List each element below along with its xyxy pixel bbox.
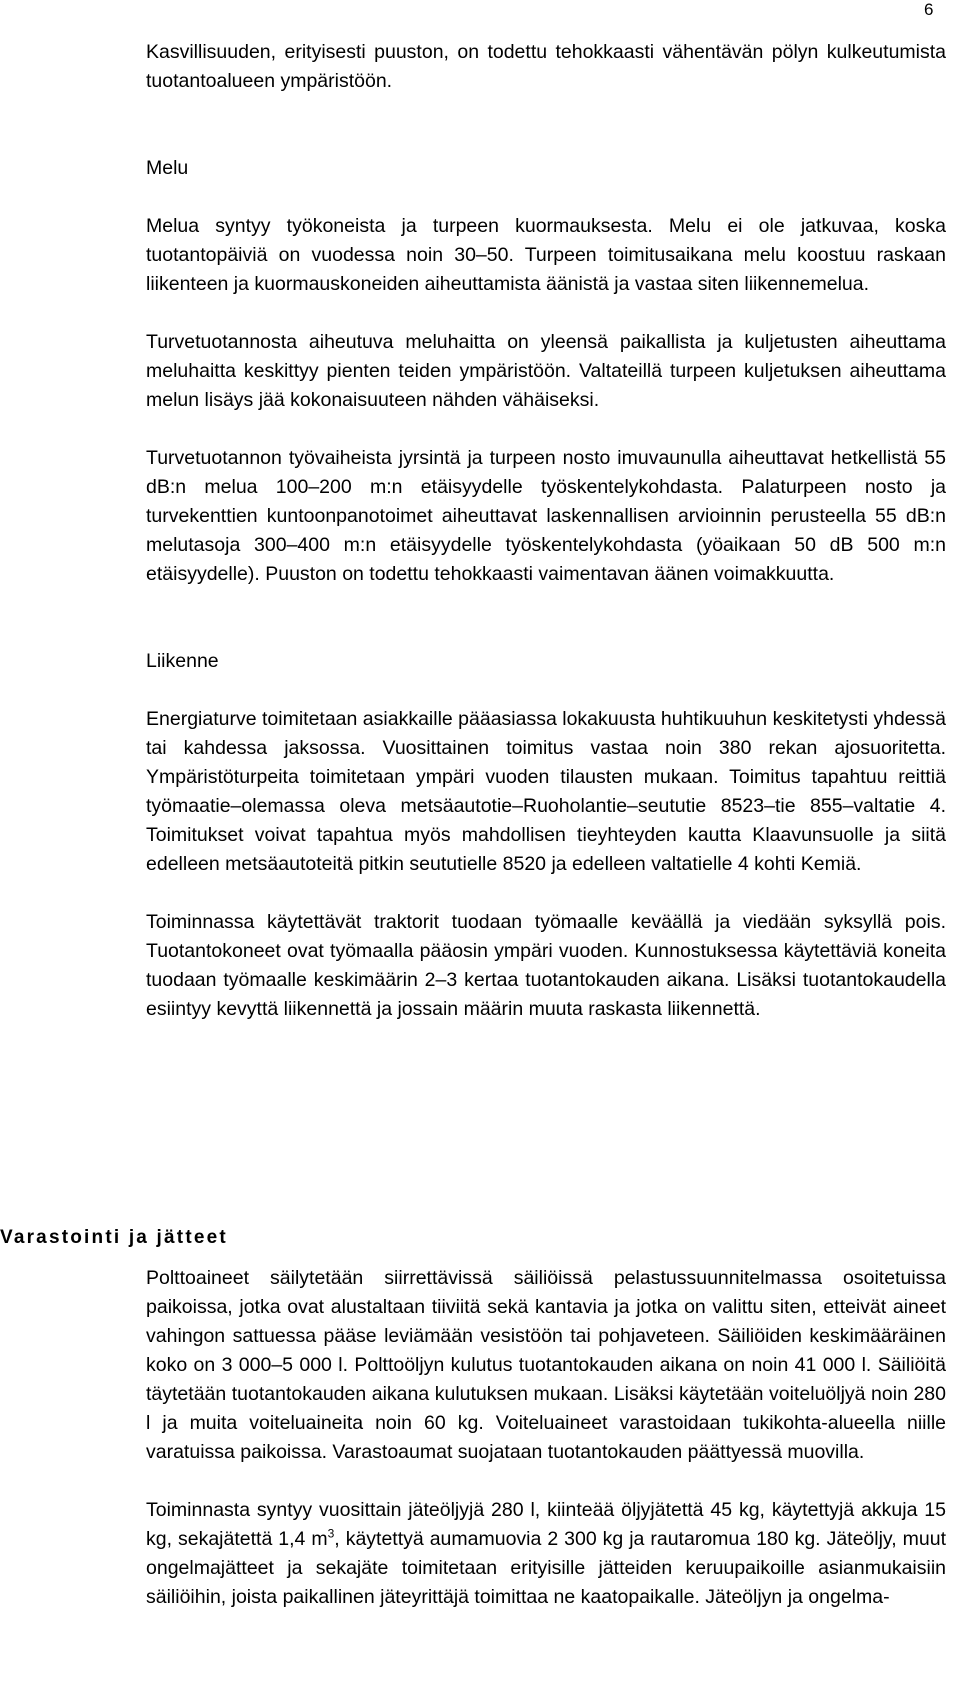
waste-text-end: , käytettyä aumamuovia 2 300 kg ja rautaromua 180 kg. Jäteöljy, muut ongelmajätteet ja sekajäte toimitetaan erityisille jätteiden keruupaikoille asianmukaisiin säiliöihin, joista paikallinen jäteyrittäjä toimittaa ne kaatopaikalle. Jäteöljyn ja ongelma- <box>146 1528 946 1608</box>
paragraph-noise-traffic: Turvetuotannosta aiheutuva meluhaitta on yleensä paikallista ja kuljetusten aiheuttama meluhaitta keskittyy pienten teiden ympäristöön. Valtateillä turpeen kuljetuksen aiheuttama melun lisäys jää kokonaisuuteen nähden vähäiseksi. <box>146 331 946 411</box>
subheading-melu: Melu <box>146 157 189 179</box>
paragraph-noise-source: Melua syntyy työkoneista ja turpeen kuormauksesta. Melu ei ole jatkuvaa, koska tuotantopäiviä on vuodessa noin 30–50. Turpeen toimitusaikana melu koostuu raskaan liikenteen ja kuormauskoneiden aiheuttamista äänistä ja vastaa siten liikennemelua. <box>146 215 946 295</box>
paragraph-storage: Polttoaineet säilytetään siirrettävissä säiliöissä pelastussuunnitelmassa osoitetuissa paikoissa, jotka ovat alustaltaan tiiviitä sekä kantavia ja jotka on valittu siten, etteivät aineet vahingon sattuessa pääse leviämään vesistöön tai pohjaveteen. Säiliöiden keskimääräinen koko on 3 000–5 000 l. Polttoöljyn kulutus tuotantokauden aikana on noin 41 000 l. Säiliöitä täytetään tuotantokauden aikana kulutuksen mukaan. Lisäksi käytetään voiteluöljyä noin 280 l ja muita voiteluaineita noin 60 kg. Voiteluaineet varastoidaan tukikohta-alueella niille varatuissa paikoissa. Varastoaumat suojataan tuotantokauden päättyessä muovilla. <box>146 1267 946 1463</box>
subheading-liikenne: Liikenne <box>146 650 219 672</box>
text-block-storage <box>146 1264 946 1612</box>
paragraph-waste <box>146 1496 946 1612</box>
paragraph-dust: Kasvillisuuden, erityisesti puuston, on todettu tehokkaasti vähentävän pölyn kulkeutumista tuotantoalueen ympäristöön. <box>146 41 946 92</box>
section-heading: Varastointi ja jätteet <box>0 1227 228 1248</box>
paragraph-traffic-delivery: Energiaturve toimitetaan asiakkaille pääasiassa lokakuusta huhtikuuhun keskitetysti yhdessä tai kahdessa jaksossa. Vuosittainen toimitus vastaa noin 380 rekan ajosuoritetta. Ympäristöturpeita toimitetaan ympäri vuoden tilausten mukaan. Toimitus tapahtuu reittiä työmaatie–olemassa oleva metsäautotie–Ruoholantie–seututie 8523–tie 855–valtatie 4. Toimitukset voivat tapahtua myös mahdollisen tieyhteyden kautta Klaavunsuolle ja siitä edelleen metsäautoteitä pitkin seututielle 8520 ja edelleen valtatielle 4 kohti Kemiä. <box>146 708 946 875</box>
waste-text-start: Toiminnasta syntyy vuosittain jäteöljyjä 280 l, kiinteää öljyjätettä 45 kg, käytettyjä akkuja 15 kg, sekajätettä 1,4 m <box>146 1499 946 1550</box>
text-block-top <box>146 38 946 1024</box>
paragraph-noise-levels: Turvetuotannon työvaiheista jyrsintä ja turpeen nosto imuvaunulla aiheuttavat hetkellistä 55 dB:n melua 100–200 m:n etäisyydelle työskentelykohdasta. Palaturpeen nosto ja turvekenttien kuntoonpanotoimet aiheuttavat laskennallisen arvioinnin perusteella 55 dB:n melutasoja 300–400 m:n etäisyydelle työskentelykohdasta (yöaikaan 50 dB 500 m:n etäisyydelle). Puuston on todettu tehokkaasti vaimentavan äänen voimakkuutta. <box>146 447 946 585</box>
page-number: 6 <box>924 0 934 19</box>
paragraph-traffic-machines: Toiminnassa käytettävät traktorit tuodaan työmaalle keväällä ja viedään syksyllä pois. Tuotantokoneet ovat työmaalla pääosin ympäri vuoden. Kunnostuksessa käytettäviä koneita tuodaan työmaalle keskimäärin 2–3 kertaa tuotantokauden aikana. Lisäksi tuotantokaudella esiintyy kevyttä liikennettä ja jossain määrin muuta raskasta liikennettä. <box>146 911 946 1020</box>
cubic-superscript: 3 <box>327 1526 335 1541</box>
